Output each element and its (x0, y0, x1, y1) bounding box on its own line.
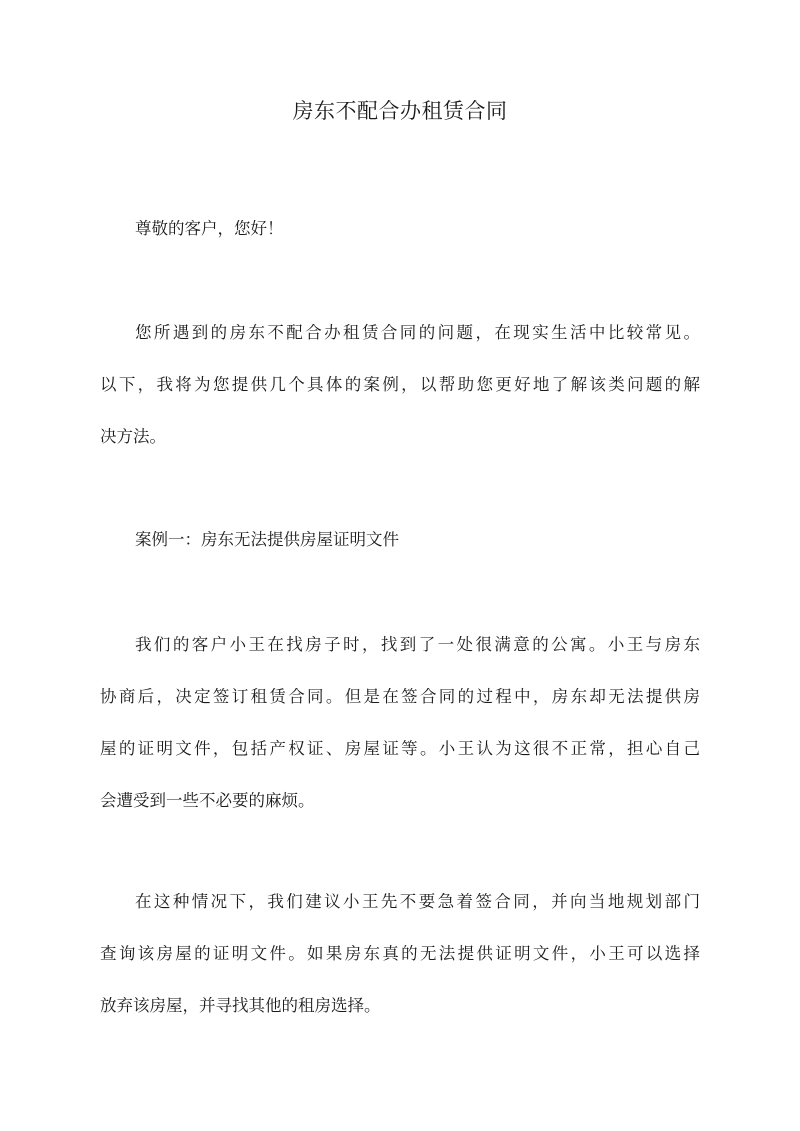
intro-line-3: 决方法。 (100, 427, 166, 446)
intro-line-1: 您所遇到的房东不配合办租赁合同的问题，在现实生活中比较常见。 (135, 323, 700, 342)
intro-paragraph (100, 307, 700, 463)
case1-advice-line-1: 在这种情况下，我们建议小王先不要急着签合同，并向当地规划部门 (135, 892, 700, 911)
case1-body-line-4: 会遭受到一些不必要的麻烦。 (100, 791, 315, 810)
case1-body-line-1: 我们的客户小王在找房子时，找到了一处很满意的公寓。小王与房东 (135, 635, 700, 654)
case1-body-paragraph (100, 619, 700, 827)
greeting-line: 尊敬的客户，您好！ (135, 219, 284, 238)
greeting-paragraph (100, 203, 700, 255)
case1-body-line-2: 协商后，决定签订租赁合同。但是在签合同的过程中，房东却无法提供房 (100, 687, 700, 706)
case1-advice-line-3: 放弃该房屋，并寻找其他的租房选择。 (100, 996, 381, 1015)
case1-heading-line: 案例一：房东无法提供房屋证明文件 (135, 530, 399, 549)
case1-advice-paragraph (100, 876, 700, 1032)
case1-heading (100, 514, 700, 566)
case1-advice-line-2: 查询该房屋的证明文件。如果房东真的无法提供证明文件，小王可以选择 (100, 944, 700, 963)
intro-line-2: 以下，我将为您提供几个具体的案例，以帮助您更好地了解该类问题的解 (100, 375, 700, 394)
case1-body-line-3: 屋的证明文件，包括产权证、房屋证等。小王认为这很不正常，担心自己 (100, 739, 700, 758)
document-title: 房东不配合办租赁合同 (292, 99, 508, 123)
